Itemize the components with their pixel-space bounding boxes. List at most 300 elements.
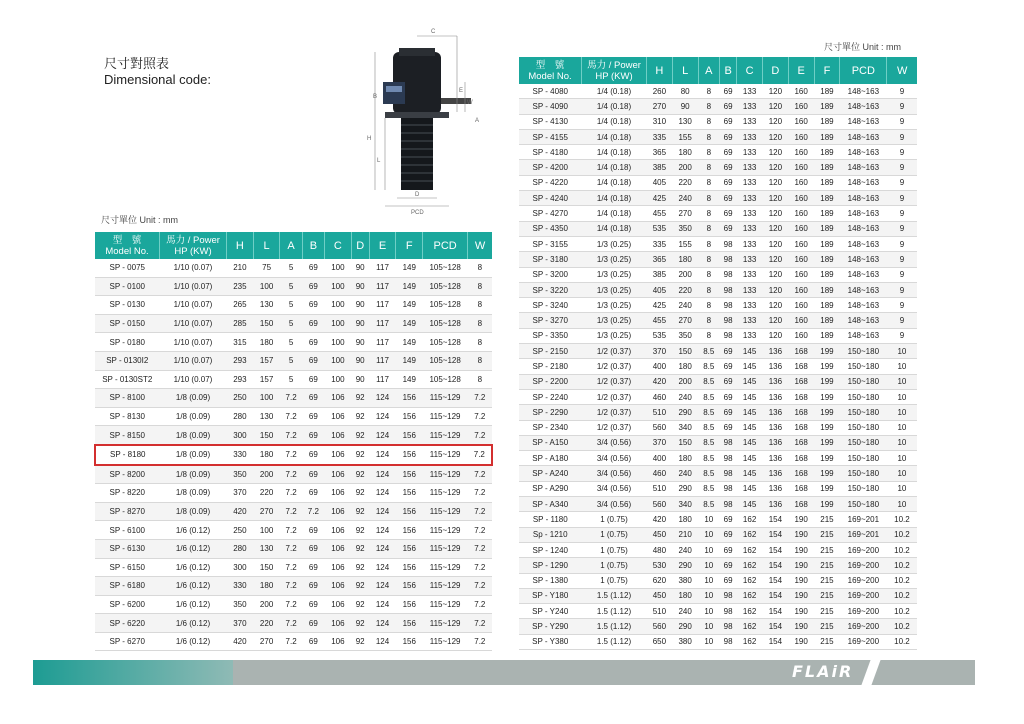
table-row [519, 298, 917, 313]
cell-value: 124 [369, 632, 396, 651]
cell-value: 10.2 [887, 527, 917, 542]
cell-value: 560 [647, 497, 673, 512]
cell-value: 7.2 [280, 632, 302, 651]
cell-value: 162 [737, 634, 763, 649]
col-header-d: D [351, 232, 369, 259]
cell-value: 90 [351, 314, 369, 333]
cell-value: 190 [788, 542, 814, 557]
cell-model: SP - 0130I2 [95, 351, 160, 370]
cell-value: 133 [737, 298, 763, 313]
cell-value: 156 [396, 445, 423, 465]
cell-value: 105~128 [423, 296, 468, 315]
cell-value: 69 [302, 296, 324, 315]
cell-value: 136 [763, 435, 789, 450]
cell-value: 7.2 [280, 484, 302, 503]
cell-value: 120 [763, 206, 789, 221]
cell-value: 117 [369, 277, 396, 296]
cell-value: 117 [369, 351, 396, 370]
cell-value: 149 [396, 333, 423, 352]
cell-model: SP - 8180 [95, 445, 160, 465]
cell-value: 9 [887, 236, 917, 251]
cell-value: 69 [302, 314, 324, 333]
pump-dimension-diagram [355, 22, 495, 220]
cell-value: 340 [672, 497, 698, 512]
cell-value: 10 [698, 604, 719, 619]
cell-value: 10 [698, 527, 719, 542]
cell-value: 189 [814, 84, 840, 99]
cell-value: 7.2 [302, 502, 324, 521]
cell-value: 136 [763, 466, 789, 481]
table-row [519, 84, 917, 99]
table-row [519, 252, 917, 267]
cell-value: 240 [672, 191, 698, 206]
cell-model: SP - 6220 [95, 614, 160, 633]
cell-value: 180 [253, 333, 280, 352]
cell-value: 156 [396, 558, 423, 577]
cell-value: 90 [351, 259, 369, 277]
cell-value: 8.5 [698, 435, 719, 450]
cell-value: 8.5 [698, 466, 719, 481]
cell-value: 189 [814, 221, 840, 236]
cell-value: 350 [672, 221, 698, 236]
cell-value: 9 [887, 252, 917, 267]
cell-value: 8 [698, 114, 719, 129]
cell-value: 130 [253, 539, 280, 558]
cell-value: 10 [698, 634, 719, 649]
cell-value: 120 [763, 99, 789, 114]
cell-value: 220 [253, 614, 280, 633]
cell-value: 133 [737, 145, 763, 160]
cell-value: 130 [672, 114, 698, 129]
cell-power: 1/6 (0.12) [160, 577, 227, 596]
cell-value: 69 [720, 206, 737, 221]
title-chinese: 尺寸對照表 [104, 56, 170, 71]
cell-value: 10 [887, 344, 917, 359]
table-row [519, 206, 917, 221]
cell-value: 106 [325, 407, 352, 426]
cell-value: 145 [737, 344, 763, 359]
cell-model: SP - 3350 [519, 328, 582, 343]
cell-value: 215 [814, 588, 840, 603]
cell-value: 90 [351, 296, 369, 315]
cell-value: 350 [227, 595, 254, 614]
cell-value: 10.2 [887, 604, 917, 619]
cell-value: 340 [672, 420, 698, 435]
cell-value: 7.2 [468, 595, 492, 614]
cell-value: 7.2 [280, 614, 302, 633]
diagram-label-c: C [431, 29, 436, 35]
cell-value: 199 [814, 466, 840, 481]
cell-value: 136 [763, 405, 789, 420]
cell-value: 106 [325, 465, 352, 484]
cell-value: 156 [396, 484, 423, 503]
cell-value: 420 [647, 512, 673, 527]
cell-power: 1 (0.75) [582, 512, 647, 527]
cell-value: 115~129 [423, 445, 468, 465]
cell-value: 7.2 [280, 426, 302, 445]
cell-value: 350 [227, 465, 254, 484]
col-header-b: B [302, 232, 324, 259]
cell-value: 530 [647, 558, 673, 573]
table-row [95, 539, 492, 558]
cell-value: 150~180 [840, 374, 887, 389]
col-header-e: E [788, 57, 814, 84]
cell-value: 124 [369, 445, 396, 465]
cell-model: SP - 8130 [95, 407, 160, 426]
cell-value: 189 [814, 145, 840, 160]
cell-value: 7.2 [280, 595, 302, 614]
cell-value: 168 [788, 497, 814, 512]
cell-value: 69 [720, 344, 737, 359]
cell-value: 8 [468, 370, 492, 389]
cell-value: 169~200 [840, 542, 887, 557]
cell-value: 69 [302, 333, 324, 352]
cell-value: 156 [396, 502, 423, 521]
cell-value: 80 [672, 84, 698, 99]
cell-value: 169~201 [840, 512, 887, 527]
cell-value: 145 [737, 374, 763, 389]
cell-value: 98 [720, 252, 737, 267]
cell-value: 10.2 [887, 512, 917, 527]
cell-power: 1/2 (0.37) [582, 389, 647, 404]
cell-value: 7.2 [280, 521, 302, 540]
cell-value: 149 [396, 296, 423, 315]
cell-value: 8 [698, 206, 719, 221]
cell-value: 190 [788, 604, 814, 619]
cell-model: SP - 8150 [95, 426, 160, 445]
cell-value: 145 [737, 466, 763, 481]
cell-value: 136 [763, 497, 789, 512]
cell-value: 620 [647, 573, 673, 588]
cell-value: 100 [325, 296, 352, 315]
cell-value: 7.2 [280, 389, 302, 408]
cell-value: 92 [351, 614, 369, 633]
table-row [519, 588, 917, 603]
cell-value: 280 [227, 407, 254, 426]
cell-power: 1/10 (0.07) [160, 333, 227, 352]
col-header-d: D [763, 57, 789, 84]
cell-value: 157 [253, 370, 280, 389]
cell-value: 106 [325, 558, 352, 577]
cell-value: 136 [763, 389, 789, 404]
cell-value: 162 [737, 542, 763, 557]
table-row [519, 359, 917, 374]
unit-label-left: 尺寸單位 Unit : mm [101, 215, 179, 225]
cell-value: 190 [788, 512, 814, 527]
cell-value: 9 [887, 191, 917, 206]
cell-value: 200 [672, 267, 698, 282]
table-row [519, 374, 917, 389]
cell-value: 69 [720, 114, 737, 129]
cell-power: 1.5 (1.12) [582, 604, 647, 619]
cell-value: 115~129 [423, 539, 468, 558]
table-row [519, 634, 917, 649]
diagram-label-l: L [377, 158, 381, 164]
cell-value: 105~128 [423, 351, 468, 370]
cell-value: 115~129 [423, 614, 468, 633]
cell-value: 69 [720, 145, 737, 160]
cell-model: SP - 6200 [95, 595, 160, 614]
cell-value: 160 [788, 282, 814, 297]
cell-value: 10 [887, 481, 917, 496]
cell-value: 120 [763, 313, 789, 328]
cell-value: 10 [887, 405, 917, 420]
cell-value: 330 [227, 445, 254, 465]
cell-power: 1/6 (0.12) [160, 614, 227, 633]
cell-value: 160 [788, 114, 814, 129]
table-row [519, 512, 917, 527]
cell-value: 120 [763, 129, 789, 144]
cell-model: SP - 6150 [95, 558, 160, 577]
cell-value: 425 [647, 298, 673, 313]
cell-value: 10 [887, 359, 917, 374]
cell-value: 9 [887, 145, 917, 160]
cell-value: 7.2 [280, 445, 302, 465]
cell-value: 136 [763, 359, 789, 374]
cell-value: 100 [325, 277, 352, 296]
table-row [519, 558, 917, 573]
cell-value: 7.2 [468, 484, 492, 503]
cell-value: 105~128 [423, 259, 468, 277]
cell-value: 8 [468, 296, 492, 315]
cell-value: 169~200 [840, 573, 887, 588]
cell-value: 189 [814, 267, 840, 282]
cell-value: 124 [369, 465, 396, 484]
cell-value: 154 [763, 619, 789, 634]
cell-value: 290 [672, 558, 698, 573]
table-row [95, 426, 492, 445]
cell-power: 1/3 (0.25) [582, 252, 647, 267]
cell-value: 5 [280, 259, 302, 277]
cell-value: 154 [763, 542, 789, 557]
col-header-pcd: PCD [840, 57, 887, 84]
cell-model: SP - 4220 [519, 175, 582, 190]
cell-value: 240 [672, 389, 698, 404]
cell-value: 8 [698, 99, 719, 114]
cell-value: 350 [672, 328, 698, 343]
cell-value: 160 [788, 221, 814, 236]
cell-value: 8.5 [698, 389, 719, 404]
table-row [519, 435, 917, 450]
cell-model: SP - 4180 [519, 145, 582, 160]
cell-value: 69 [720, 374, 737, 389]
cell-value: 160 [788, 99, 814, 114]
cell-model: SP - Y240 [519, 604, 582, 619]
cell-value: 117 [369, 296, 396, 315]
table-row [519, 160, 917, 175]
cell-value: 69 [720, 160, 737, 175]
cell-value: 106 [325, 426, 352, 445]
cell-value: 133 [737, 236, 763, 251]
cell-value: 90 [672, 99, 698, 114]
cell-model: SP - 8200 [95, 465, 160, 484]
cell-value: 162 [737, 604, 763, 619]
cell-value: 168 [788, 405, 814, 420]
cell-value: 535 [647, 328, 673, 343]
table-row [519, 405, 917, 420]
cell-value: 150 [672, 435, 698, 450]
cell-value: 160 [788, 313, 814, 328]
cell-value: 120 [763, 282, 789, 297]
cell-value: 106 [325, 577, 352, 596]
cell-value: 235 [227, 277, 254, 296]
cell-value: 115~129 [423, 595, 468, 614]
table-row [519, 99, 917, 114]
cell-value: 120 [763, 84, 789, 99]
pump-flange [385, 112, 449, 118]
cell-value: 156 [396, 521, 423, 540]
table-row [95, 558, 492, 577]
cell-value: 180 [672, 145, 698, 160]
cell-value: 92 [351, 632, 369, 651]
cell-value: 330 [227, 577, 254, 596]
cell-value: 92 [351, 484, 369, 503]
cell-value: 133 [737, 221, 763, 236]
cell-value: 160 [788, 328, 814, 343]
cell-value: 169~200 [840, 634, 887, 649]
cell-value: 335 [647, 129, 673, 144]
cell-value: 148~163 [840, 328, 887, 343]
cell-value: 168 [788, 374, 814, 389]
cell-value: 124 [369, 502, 396, 521]
cell-value: 535 [647, 221, 673, 236]
cell-value: 168 [788, 481, 814, 496]
cell-value: 220 [672, 282, 698, 297]
cell-value: 270 [647, 99, 673, 114]
cell-value: 8 [698, 267, 719, 282]
cell-value: 133 [737, 206, 763, 221]
table-row [519, 328, 917, 343]
cell-value: 10 [887, 466, 917, 481]
cell-value: 8 [698, 129, 719, 144]
diagram-label-w: W [467, 100, 473, 106]
cell-value: 293 [227, 370, 254, 389]
cell-value: 510 [647, 405, 673, 420]
cell-value: 69 [302, 558, 324, 577]
cell-model: SP - 0150 [95, 314, 160, 333]
cell-value: 189 [814, 236, 840, 251]
cell-power: 1/8 (0.09) [160, 465, 227, 484]
cell-value: 385 [647, 267, 673, 282]
cell-value: 420 [227, 632, 254, 651]
cell-power: 1/4 (0.18) [582, 221, 647, 236]
cell-value: 9 [887, 114, 917, 129]
table-row [519, 175, 917, 190]
cell-value: 69 [720, 405, 737, 420]
table-row [519, 619, 917, 634]
cell-value: 120 [763, 221, 789, 236]
cell-value: 124 [369, 558, 396, 577]
cell-model: SP - 6270 [95, 632, 160, 651]
cell-value: 189 [814, 313, 840, 328]
cell-value: 370 [647, 344, 673, 359]
cell-value: 148~163 [840, 175, 887, 190]
cell-value: 250 [227, 521, 254, 540]
cell-value: 120 [763, 175, 789, 190]
col-header-a: A [698, 57, 719, 84]
cell-model: SP - 8270 [95, 502, 160, 521]
cell-value: 92 [351, 595, 369, 614]
title-english: Dimensional code: [104, 72, 211, 87]
cell-value: 154 [763, 634, 789, 649]
cell-value: 149 [396, 351, 423, 370]
cell-value: 98 [720, 497, 737, 512]
cell-power: 1/4 (0.18) [582, 160, 647, 175]
cell-value: 8 [698, 313, 719, 328]
cell-value: 150~180 [840, 389, 887, 404]
cell-value: 160 [788, 252, 814, 267]
cell-value: 100 [325, 259, 352, 277]
cell-value: 69 [302, 407, 324, 426]
cell-power: 1/10 (0.07) [160, 277, 227, 296]
cell-value: 169~201 [840, 527, 887, 542]
cell-value: 133 [737, 99, 763, 114]
cell-value: 189 [814, 175, 840, 190]
cell-value: 148~163 [840, 129, 887, 144]
cell-model: SP - 2200 [519, 374, 582, 389]
cell-value: 240 [672, 298, 698, 313]
table-row [519, 451, 917, 466]
cell-value: 124 [369, 484, 396, 503]
table-row [95, 521, 492, 540]
cell-value: 365 [647, 252, 673, 267]
cell-model: SP - 8100 [95, 389, 160, 408]
table-row [519, 114, 917, 129]
col-header-l: L [672, 57, 698, 84]
cell-value: 250 [227, 389, 254, 408]
cell-value: 92 [351, 426, 369, 445]
cell-value: 7.2 [468, 539, 492, 558]
cell-value: 98 [720, 451, 737, 466]
col-header-a: A [280, 232, 302, 259]
table-row [519, 191, 917, 206]
table-row [519, 236, 917, 251]
cell-value: 199 [814, 359, 840, 374]
cell-model: SP - 2150 [519, 344, 582, 359]
cell-value: 124 [369, 389, 396, 408]
cell-value: 420 [647, 374, 673, 389]
cell-value: 150~180 [840, 344, 887, 359]
table-row [95, 465, 492, 484]
cell-value: 150~180 [840, 420, 887, 435]
cell-value: 130 [253, 407, 280, 426]
cell-value: 5 [280, 351, 302, 370]
cell-value: 149 [396, 314, 423, 333]
cell-value: 215 [814, 542, 840, 557]
cell-value: 117 [369, 314, 396, 333]
cell-value: 98 [720, 588, 737, 603]
cell-value: 133 [737, 160, 763, 175]
cell-value: 405 [647, 175, 673, 190]
cell-value: 270 [672, 313, 698, 328]
cell-model: SP - 2240 [519, 389, 582, 404]
pump-junction-box [383, 82, 405, 104]
table-row [95, 632, 492, 651]
table-row [519, 481, 917, 496]
cell-model: SP - 2290 [519, 405, 582, 420]
table-row [95, 445, 492, 465]
cell-value: 10.2 [887, 619, 917, 634]
cell-power: 1/10 (0.07) [160, 370, 227, 389]
cell-value: 7.2 [280, 465, 302, 484]
cell-value: 8 [468, 259, 492, 277]
cell-value: 380 [672, 573, 698, 588]
dimension-table-right [519, 57, 917, 650]
cell-model: SP - 0130 [95, 296, 160, 315]
cell-value: 115~129 [423, 389, 468, 408]
cell-value: 100 [325, 351, 352, 370]
cell-value: 75 [253, 259, 280, 277]
